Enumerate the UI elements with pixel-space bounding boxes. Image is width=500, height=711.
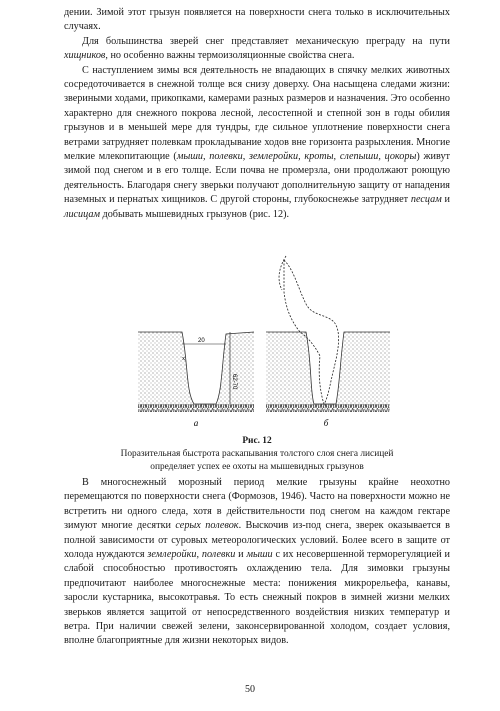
panel-b: [266, 256, 390, 412]
figure-caption-line1: Поразительная быстрота раскапывания толстого слоя снега лисицей: [120, 449, 394, 459]
italic-term: мыши, полевки, землеройки, кроты, слепыши, цокоры: [176, 151, 417, 163]
snow-digging-illustration: [136, 252, 392, 432]
paragraph: [64, 476, 450, 649]
text-block-top: [64, 6, 450, 222]
paragraph-text: и: [235, 549, 247, 561]
paragraph-text: и: [441, 194, 450, 206]
page-number: 50: [245, 684, 255, 695]
paragraph-text: , но особенно важны термоизоляционные свойства снега.: [105, 50, 355, 62]
paragraph-text: Для большинства зверей снег представляет механическую преграду на пути: [82, 35, 450, 47]
figure-title: Рис. 12: [242, 436, 272, 446]
italic-term: серых полевок: [175, 520, 239, 532]
figure-caption-line2: определяет успех ее охоты на мышевидных грызунов: [150, 462, 364, 472]
figure-illustration: [136, 252, 392, 432]
paragraph-text: С наступлением зимы вся деятельность не впадающих в спячку мелких животных сосредоточивается в снежной толще вся снизу доверху. Она насыщена следами жизни: звериными ходами, прикопками, камерами разных размеров и назначения. Это особенно характерно для снежного покрова лесной, лесостепной и степной зон в годы обилия грызунов и в меньшей мере для тундры, где сильное уплотнение поверхности снега ветрами затрудняет полевкам прокладывание ходов вне горизонта разрыхления. Многие мелкие млекопитающие (: [64, 64, 450, 163]
panel-a-label: а: [193, 418, 199, 428]
panel-a: [138, 332, 254, 412]
dimension-depth: 62-70: [231, 374, 237, 390]
italic-term: песцам: [410, 194, 442, 206]
italic-term: мыши: [246, 549, 273, 561]
paragraph-text: . Выскочив из-под снега, зверек оказывается в полной зависимости от суровых метеорологических условий. Более всего в защите от холода нуждаются: [64, 520, 450, 561]
paragraph-text: В многоснежный морозный период мелкие грызуны крайне неохотно перемещаются по поверхности снега (Формозов, 1946). Часто на поверхности можно не встретить ни одного следа, хотя в действительности под снегом на каждом гектаре зимуют многие десятки: [64, 477, 450, 532]
paragraph-text: ) живут зимой под снегом и в его толще. Если почва не промерзла, они продолжают роющую деятельность. Благодаря снегу зверьки получают дополнительную защиту от нападения наземных и пернатых хищников. С другой стороны, глубокоснежье затрудняет: [64, 151, 450, 206]
paragraph: [64, 64, 450, 222]
italic-term: хищников: [64, 50, 106, 62]
dimension-width: 20: [198, 338, 205, 344]
italic-term: лисицам: [64, 208, 100, 220]
paragraph-text: с их несовершенной терморегуляцией и слабой способностью противостоять охлаждению тела. Для зимовки грызуны предпочитают наиболее многоснежные места: понижения микрорельефа, канавы, заросли кустарника, высокотравья. То есть снежный покров в зимней жизни мелких зверьков является защитой от непосредственного воздействия низких температур и ветра. При наличии свежей зелени, законсервированной холодом, создает условия, вполне благоприятные для жизни некоторых видов.: [64, 549, 450, 647]
mouse-mark: x: [182, 356, 185, 362]
paragraph: [64, 35, 450, 64]
panel-b-label: б: [323, 418, 329, 428]
paragraph-text: добывать мышевидных грызунов (рис. 12).: [99, 208, 290, 220]
text-block-bottom: [64, 476, 450, 649]
paragraph-text: дении. Зимой этот грызун появляется на поверхности снега только в исключительных случаях.: [64, 7, 450, 33]
paragraph: [64, 6, 450, 35]
italic-term: землеройки, полевки: [147, 549, 236, 561]
